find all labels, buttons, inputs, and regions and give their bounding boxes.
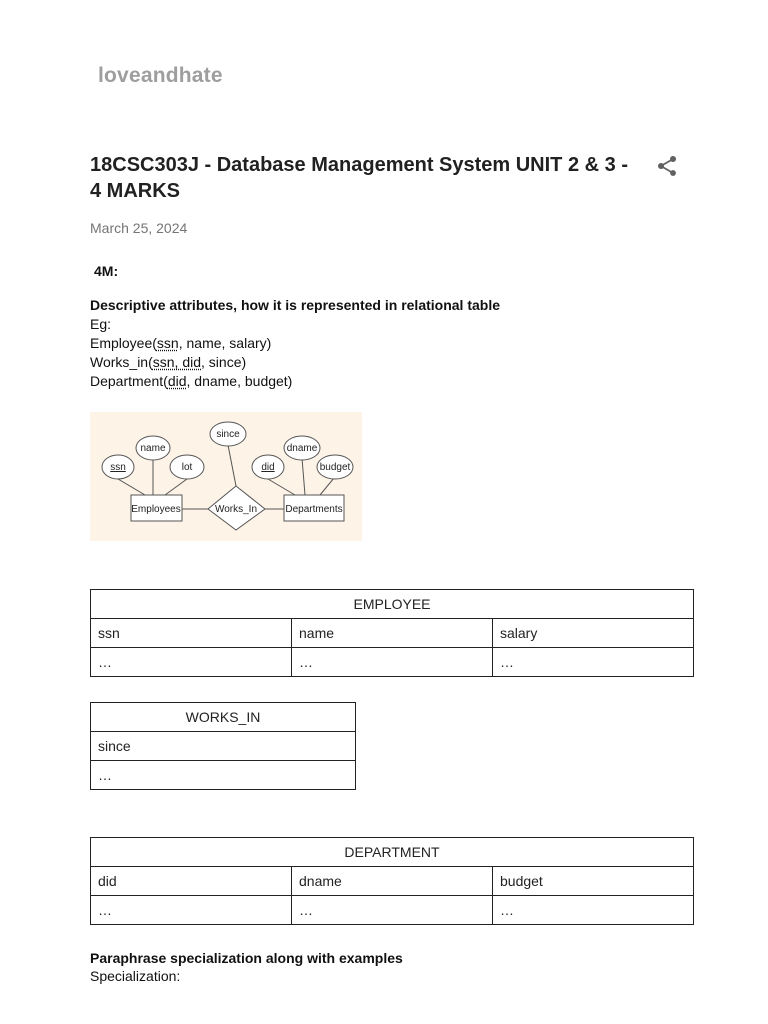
table-header-row: [91, 867, 694, 896]
attr-since: since: [216, 429, 240, 440]
attr-dname: dname: [286, 443, 318, 454]
entity-departments: Departments: [285, 504, 343, 515]
table-cell: ssn: [91, 619, 292, 648]
works-in-table: [90, 702, 356, 790]
table-title-row: [91, 838, 694, 867]
table-cell: …: [91, 761, 356, 790]
section-heading-specialization: Paraphrase specialization along with examples: [90, 950, 403, 966]
table-cell: …: [493, 896, 694, 925]
table-row: [91, 761, 356, 790]
table-cell: did: [91, 867, 292, 896]
table-title: EMPLOYEE: [91, 590, 694, 619]
post-date: March 25, 2024: [90, 220, 188, 236]
blog-name[interactable]: loveandhate: [98, 64, 223, 87]
er-diagram-image: [90, 412, 362, 541]
table-cell: …: [292, 896, 493, 925]
employee-schema: Employee(ssn, name, salary): [90, 335, 272, 351]
table-title: DEPARTMENT: [91, 838, 694, 867]
table-cell: salary: [493, 619, 694, 648]
example-label: Eg:: [90, 316, 112, 332]
table-cell: dname: [292, 867, 493, 896]
table-title-row: [91, 590, 694, 619]
specialization-label: Specialization:: [90, 968, 181, 984]
employee-table: [90, 589, 694, 677]
entity-employees: Employees: [131, 504, 181, 515]
post-title: 18CSC303J - Database Management System UNIT 2 & 3 - 4 MARKS: [90, 154, 628, 202]
table-row: [91, 648, 694, 677]
attr-name: name: [140, 443, 166, 454]
relationship-works-in: Works_In: [214, 504, 258, 515]
table-header-row: [91, 619, 694, 648]
table-cell: …: [91, 648, 292, 677]
attr-lot: lot: [181, 462, 193, 473]
post-body: [90, 262, 694, 391]
table-header-row: [91, 732, 356, 761]
table-cell: since: [91, 732, 356, 761]
table-row: [91, 896, 694, 925]
table-title: WORKS_IN: [91, 703, 356, 732]
table-cell: …: [493, 648, 694, 677]
works-in-schema: Works_in(ssn, did, since): [90, 354, 247, 370]
table-cell: budget: [493, 867, 694, 896]
table-cell: …: [292, 648, 493, 677]
table-cell: name: [292, 619, 493, 648]
table-title-row: [91, 703, 356, 732]
attr-did: did: [261, 462, 275, 473]
department-table: [90, 837, 694, 925]
marks-label: 4M:: [94, 263, 119, 279]
table-cell: …: [91, 896, 292, 925]
section-heading: Descriptive attributes, how it is represented in relational table: [90, 297, 500, 313]
share-icon[interactable]: [655, 154, 679, 178]
attr-ssn: ssn: [110, 462, 126, 473]
attr-budget: budget: [319, 462, 351, 473]
department-schema: Department(did, dname, budget): [90, 373, 293, 389]
